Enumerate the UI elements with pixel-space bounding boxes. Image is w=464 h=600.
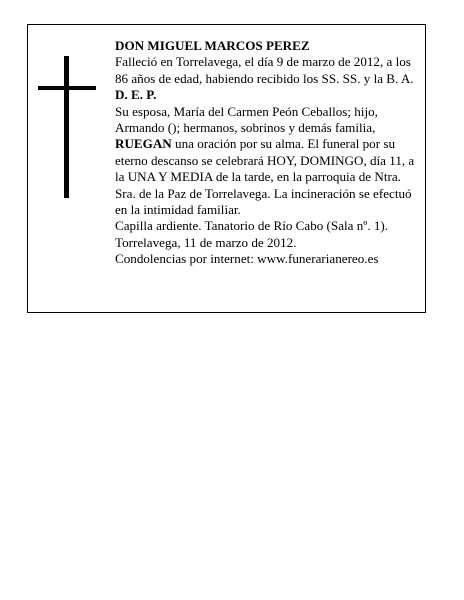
condolences-info: Condolencias por internet: www.funerarianereo.es: [115, 251, 379, 267]
death-announcement: Falleció en Torrelavega, el día 9 de marzo de 2012, a los 86 años de edad, habiendo recibido los SS. SS. y la B. A.: [115, 54, 414, 86]
place-and-date: Torrelavega, 11 de marzo de 2012.: [115, 234, 297, 250]
chapel-info: Capilla ardiente. Tanatorio de Río Cabo (Sala nº. 1).: [115, 218, 389, 234]
deceased-name: DON MIGUEL MARCOS PEREZ: [115, 38, 310, 53]
family-paragraph: [115, 104, 420, 219]
rest-in-peace: D. E. P.: [115, 87, 157, 103]
cross-horizontal-bar: [38, 86, 96, 90]
obituary-notice: [27, 24, 426, 313]
funeral-details: una oración por su alma. El funeral por su eterno descanso se celebrará HOY, DOMINGO, día 11, a la UNA Y MEDIA de la tarde, en la parroquia de Ntra. Sra. de la Paz de Torrelavega. La incineración se efectuó en la intimidad familiar.: [115, 136, 415, 218]
family-members: Su esposa, María del Carmen Peón Ceballos; hijo, Armando (); hermanos, sobrinos y demás familia,: [115, 103, 378, 136]
ruegan-word: RUEGAN: [115, 136, 172, 152]
cross-vertical-bar: [64, 56, 69, 198]
obituary-text: [115, 38, 420, 268]
latin-cross-icon: [38, 56, 96, 198]
